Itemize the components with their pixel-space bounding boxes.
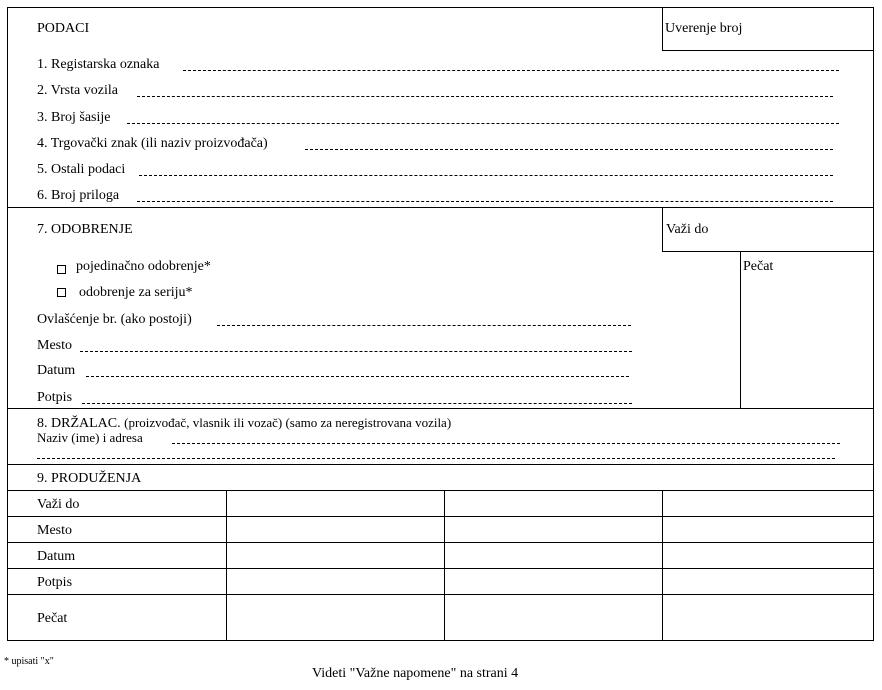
field-registration-input[interactable] bbox=[183, 70, 839, 71]
place-label: Mesto bbox=[37, 338, 72, 353]
stamp-label: Pečat bbox=[743, 259, 774, 274]
divider bbox=[662, 207, 663, 251]
field-attachments-input[interactable] bbox=[137, 201, 833, 202]
field-registration-label: 1. Registarska oznaka bbox=[37, 57, 160, 72]
table-row-label-date: Datum bbox=[37, 549, 76, 564]
individual-approval-label: pojedinačno odobrenje* bbox=[76, 259, 211, 274]
drzalac-title: 8. DRŽALAC. bbox=[37, 416, 121, 431]
authorization-input[interactable] bbox=[217, 325, 631, 326]
section-podaci-title: PODACI bbox=[37, 21, 90, 36]
divider bbox=[662, 50, 874, 51]
section-divider bbox=[7, 408, 874, 409]
field-attachments-label: 6. Broj priloga bbox=[37, 188, 120, 203]
field-other-data-label: 5. Ostali podaci bbox=[37, 162, 126, 177]
table-row-divider bbox=[7, 594, 874, 595]
table-row-label-valid-until: Važi do bbox=[37, 497, 80, 512]
section-odobrenje-title: 7. ODOBRENJE bbox=[37, 222, 133, 237]
holder-name-address-input-line2[interactable] bbox=[37, 458, 835, 459]
series-approval-label: odobrenje za seriju* bbox=[79, 285, 193, 300]
table-row-label-stamp: Pečat bbox=[37, 611, 68, 626]
table-row-label-place: Mesto bbox=[37, 523, 72, 538]
section-produzenja-title: 9. PRODUŽENJA bbox=[37, 471, 142, 486]
table-cell[interactable] bbox=[663, 491, 873, 516]
table-cell[interactable] bbox=[445, 491, 661, 516]
field-chassis-input[interactable] bbox=[127, 123, 839, 124]
signature-input[interactable] bbox=[82, 403, 632, 404]
signature-label: Potpis bbox=[37, 390, 73, 405]
field-trademark-input[interactable] bbox=[305, 149, 833, 150]
section-divider bbox=[7, 207, 874, 208]
place-input[interactable] bbox=[80, 351, 632, 352]
field-vehicle-type-label: 2. Vrsta vozila bbox=[37, 83, 118, 98]
field-vehicle-type-input[interactable] bbox=[137, 96, 833, 97]
date-input[interactable] bbox=[86, 376, 629, 377]
table-row-divider bbox=[7, 568, 874, 569]
table-row-divider bbox=[7, 542, 874, 543]
divider bbox=[662, 7, 663, 50]
holder-name-address-input[interactable] bbox=[172, 443, 840, 444]
divider bbox=[662, 251, 874, 252]
table-row-divider bbox=[7, 516, 874, 517]
series-approval-checkbox[interactable] bbox=[57, 288, 66, 297]
field-other-data-input[interactable] bbox=[139, 175, 833, 176]
footnote: * upisati "x" bbox=[4, 656, 54, 667]
valid-until-label: Važi do bbox=[666, 222, 709, 237]
certificate-number-label: Uverenje broj bbox=[665, 21, 743, 36]
table-row-label-signature: Potpis bbox=[37, 575, 73, 590]
field-chassis-label: 3. Broj šasije bbox=[37, 110, 111, 125]
authorization-label: Ovlašćenje br. (ako postoji) bbox=[37, 312, 192, 327]
footer-note: Videti "Važne napomene" na strani 4 bbox=[312, 666, 519, 681]
field-trademark-label: 4. Trgovački znak (ili naziv proizvođača) bbox=[37, 136, 268, 151]
individual-approval-checkbox[interactable] bbox=[57, 265, 66, 274]
divider bbox=[740, 251, 741, 408]
section-divider bbox=[7, 464, 874, 465]
holder-name-address-label: Naziv (ime) i adresa bbox=[37, 430, 143, 445]
date-label: Datum bbox=[37, 363, 76, 378]
table-cell[interactable] bbox=[227, 491, 443, 516]
drzalac-subtitle: (proizvođač, vlasnik ili vozač) (samo za neregistrovana vozila) bbox=[124, 415, 452, 430]
